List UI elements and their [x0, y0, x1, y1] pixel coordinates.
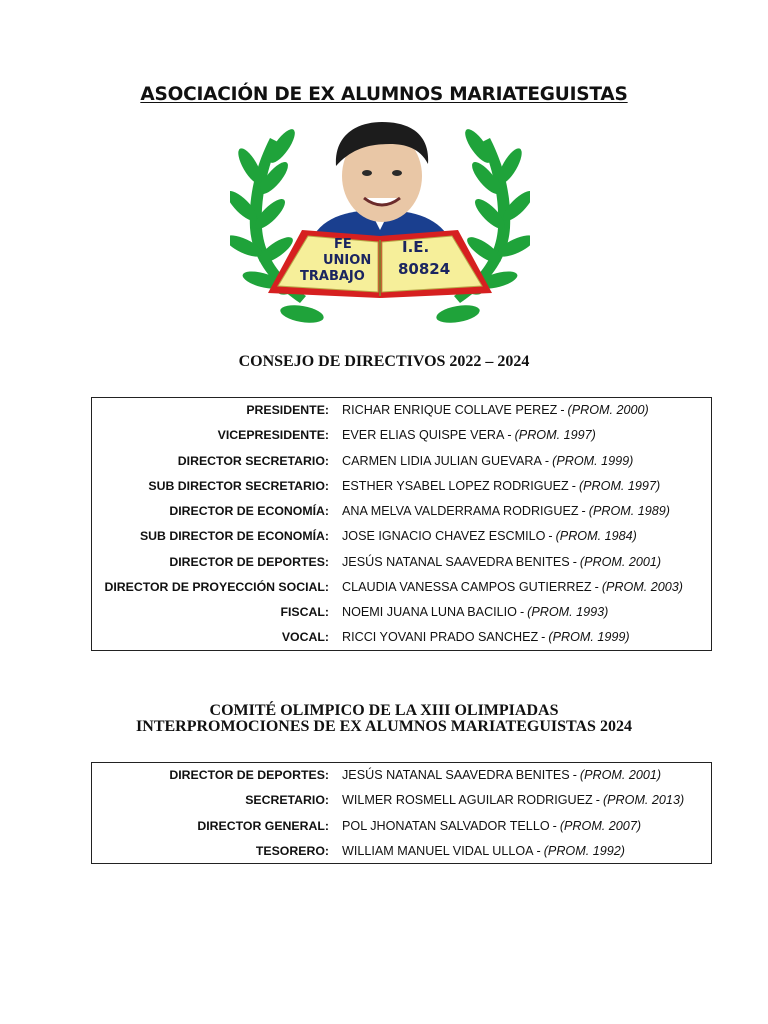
separator: -: [541, 630, 546, 644]
member-entry: [342, 844, 625, 858]
board-row: [92, 525, 711, 547]
separator: -: [544, 454, 550, 468]
comite-title-line1: COMITÉ OLIMPICO DE LA XIII OLIMPIADAS: [209, 702, 559, 719]
comite-title-line2: INTERPROMOCIONES DE EX ALUMNOS MARIATEGUISTAS 2024: [136, 718, 632, 735]
member-entry: [342, 479, 660, 493]
association-logo: [230, 118, 530, 333]
role-label: DIRECTOR DE ECONOMÍA:: [169, 504, 329, 518]
role-label: DIRECTOR DE PROYECCIÓN SOCIAL:: [104, 580, 329, 594]
separator: -: [548, 529, 553, 543]
promotion-year: (PROM. 1997): [514, 428, 596, 442]
member-name: JESÚS NATANAL SAAVEDRA BENITES: [342, 768, 570, 782]
member-name: WILMER ROSMELL AGUILAR RODRIGUEZ: [342, 793, 593, 807]
role-label: DIRECTOR GENERAL:: [197, 819, 329, 833]
promotion-year: (PROM. 1993): [527, 605, 609, 619]
board-row: [92, 601, 711, 623]
book-icon: [268, 230, 492, 298]
board-row: [92, 789, 711, 811]
promotion-year: (PROM. 2003): [601, 580, 683, 594]
role-label: SUB DIRECTOR DE ECONOMÍA:: [139, 529, 329, 543]
member-entry: [342, 819, 641, 833]
board-row: [92, 551, 711, 573]
board-row: [92, 626, 711, 648]
member-name: RICHAR ENRIQUE COLLAVE PEREZ: [342, 403, 558, 417]
role-label: PRESIDENTE:: [246, 403, 329, 417]
promotion-year: (PROM. 2001): [579, 555, 662, 569]
member-name: ANA MELVA VALDERRAMA RODRIGUEZ: [342, 504, 579, 518]
separator: -: [571, 479, 576, 493]
laurel-right-icon: [435, 126, 530, 326]
separator: -: [507, 428, 512, 442]
comite-board: [91, 762, 712, 864]
board-row: [92, 500, 711, 522]
book-text-union: UNION: [323, 253, 372, 268]
member-name: POL JHONATAN SALVADOR TELLO: [342, 819, 550, 833]
book-text-fe: FE: [334, 237, 352, 252]
separator: -: [519, 605, 525, 619]
separator: -: [536, 844, 541, 858]
promotion-year: (PROM. 2007): [559, 819, 642, 833]
promotion-year: (PROM. 2000): [567, 403, 649, 417]
board-row: [92, 815, 711, 837]
member-entry: [342, 504, 670, 518]
book-text-trabajo: TRABAJO: [300, 269, 365, 284]
member-entry: [342, 555, 661, 569]
separator: -: [572, 555, 577, 569]
separator: -: [594, 580, 599, 594]
promotion-year: (PROM. 1989): [588, 504, 670, 518]
consejo-title: CONSEJO DE DIRECTIVOS 2022 – 2024: [238, 353, 530, 370]
board-row: [92, 840, 711, 862]
role-label: FISCAL:: [280, 605, 329, 619]
member-entry: [342, 428, 596, 442]
separator: -: [552, 819, 557, 833]
promotion-year: (PROM. 2001): [579, 768, 662, 782]
role-label: VOCAL:: [281, 630, 329, 644]
promotion-year: (PROM. 1984): [555, 529, 637, 543]
member-entry: [342, 580, 683, 594]
member-name: WILLIAM MANUEL VIDAL ULLOA: [342, 844, 534, 858]
promotion-year: (PROM. 1992): [543, 844, 625, 858]
role-label: VICEPRESIDENTE:: [217, 428, 329, 442]
role-label: DIRECTOR DE DEPORTES:: [169, 555, 329, 569]
board-row: [92, 475, 711, 497]
promotion-year: (PROM. 1999): [552, 454, 634, 468]
member-entry: [342, 793, 684, 807]
member-entry: [342, 768, 661, 782]
member-name: EVER ELIAS QUISPE VERA: [342, 428, 505, 442]
member-name: JESÚS NATANAL SAAVEDRA BENITES: [342, 555, 570, 569]
board-row: [92, 399, 711, 421]
book-text-number: 80824: [398, 260, 451, 278]
role-label: DIRECTOR SECRETARIO:: [177, 454, 329, 468]
board-row: [92, 450, 711, 472]
promotion-year: (PROM. 1999): [548, 630, 630, 644]
member-entry: [342, 403, 649, 417]
board-row: [92, 424, 711, 446]
laurel-left-icon: [230, 126, 325, 326]
association-title: ASOCIACIÓN DE EX ALUMNOS MARIATEGUISTAS: [140, 84, 628, 105]
member-name: NOEMI JUANA LUNA BACILIO: [342, 605, 517, 619]
member-name: ESTHER YSABEL LOPEZ RODRIGUEZ: [342, 479, 569, 493]
board-row: [92, 576, 711, 598]
role-label: SECRETARIO:: [245, 793, 329, 807]
separator: -: [581, 504, 586, 518]
separator: -: [560, 403, 565, 417]
member-name: CLAUDIA VANESSA CAMPOS GUTIERREZ: [342, 580, 592, 594]
promotion-year: (PROM. 1997): [578, 479, 661, 493]
member-entry: [342, 630, 630, 644]
member-name: CARMEN LIDIA JULIAN GUEVARA: [342, 454, 542, 468]
member-entry: [342, 529, 637, 543]
role-label: TESORERO:: [255, 844, 329, 858]
member-name: RICCI YOVANI PRADO SANCHEZ: [342, 630, 539, 644]
separator: -: [572, 768, 577, 782]
book-text-ie: I.E.: [402, 238, 430, 256]
separator: -: [595, 793, 600, 807]
role-label: DIRECTOR DE DEPORTES:: [169, 768, 329, 782]
member-entry: [342, 454, 633, 468]
promotion-year: (PROM. 2013): [602, 793, 685, 807]
role-label: SUB DIRECTOR SECRETARIO:: [148, 479, 329, 493]
board-row: [92, 764, 711, 786]
member-name: JOSE IGNACIO CHAVEZ ESCMILO: [342, 529, 546, 543]
member-entry: [342, 605, 608, 619]
consejo-board: [91, 397, 712, 651]
